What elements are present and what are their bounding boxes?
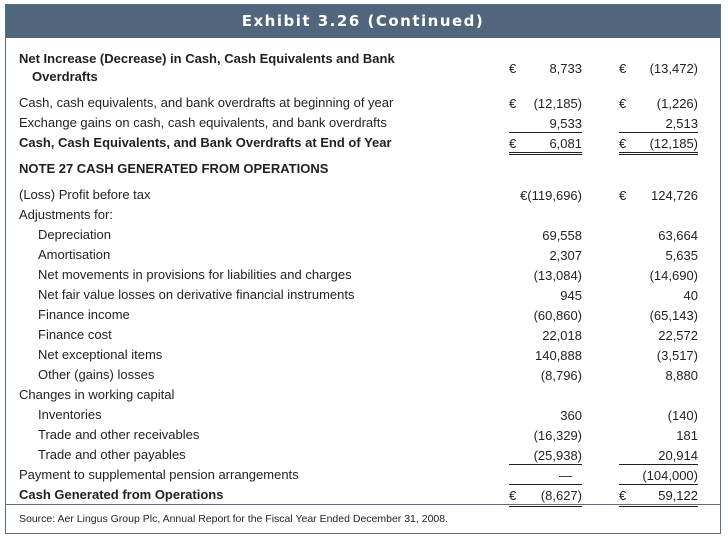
- amount: 22,018: [542, 328, 582, 343]
- row-label: Cash Generated from Operations: [19, 487, 224, 502]
- value-2008: [509, 447, 582, 465]
- amount: 140,888: [535, 348, 582, 363]
- currency-symbol: €: [619, 188, 627, 203]
- amount: 6,081: [549, 136, 582, 151]
- value-2008: [509, 60, 582, 77]
- value-2007: [619, 135, 698, 155]
- amount: €(119,696): [520, 188, 582, 203]
- row-label: Payment to supplemental pension arrangements: [19, 467, 299, 482]
- value-2008: [509, 95, 582, 112]
- amount: 22,572: [658, 328, 698, 343]
- amount: (13,472): [649, 61, 698, 76]
- row-label: Net fair value losses on derivative financial instruments: [38, 287, 355, 302]
- value-2008: [509, 267, 582, 284]
- value-2007: [619, 267, 698, 284]
- currency-symbol: €: [619, 488, 627, 503]
- value-2008: [509, 407, 582, 424]
- value-2007: [619, 347, 698, 364]
- statement-table: [6, 41, 720, 533]
- currency-symbol: €: [509, 488, 517, 503]
- exhibit-box: [5, 4, 721, 534]
- row-label: Finance cost: [38, 327, 112, 342]
- currency-symbol: €: [619, 136, 627, 151]
- amount: (60,860): [533, 308, 582, 323]
- source-note: Source: Aer Lingus Group Plc, Annual Report for the Fiscal Year Ended December 31, 2008.: [6, 504, 720, 533]
- row-label: Changes in working capital: [19, 387, 175, 402]
- amount: 360: [560, 408, 582, 423]
- amount: 945: [560, 288, 582, 303]
- value-2007: [619, 467, 698, 485]
- currency-symbol: €: [509, 96, 517, 111]
- amount: (140): [667, 408, 698, 423]
- amount: 20,914: [658, 448, 698, 463]
- amount: 59,122: [658, 488, 698, 503]
- value-2007: [619, 407, 698, 424]
- amount: (25,938): [533, 448, 582, 463]
- row-label: Net exceptional items: [38, 347, 163, 362]
- row-label: Trade and other receivables: [38, 427, 200, 442]
- row-label: Other (gains) losses: [38, 367, 155, 382]
- amount: (8,627): [540, 488, 582, 503]
- amount: 124,726: [651, 188, 698, 203]
- row-label: Cash, Cash Equivalents, and Bank Overdrafts at End of Year: [19, 135, 392, 150]
- amount: 9,533: [549, 116, 582, 131]
- value-2007: [619, 327, 698, 344]
- amount: 2,307: [549, 248, 582, 263]
- value-2008: [509, 467, 582, 485]
- value-2008: [509, 327, 582, 344]
- row-label: (Loss) Profit before tax: [19, 187, 151, 202]
- row-label-continued: Overdrafts: [32, 69, 98, 84]
- amount: (65,143): [649, 308, 698, 323]
- value-2007: [619, 95, 698, 112]
- row-label: Net Increase (Decrease) in Cash, Cash Equivalents and Bank: [19, 51, 395, 66]
- amount: (12,185): [649, 136, 698, 151]
- exhibit-title: Exhibit 3.26 (Continued): [6, 5, 720, 38]
- amount: (104,000): [642, 468, 698, 483]
- amount: 5,635: [665, 248, 698, 263]
- currency-symbol: €: [619, 96, 627, 111]
- amount: 40: [683, 288, 698, 303]
- amount: 181: [676, 428, 698, 443]
- value-2008: [509, 115, 582, 133]
- currency-symbol: €: [619, 61, 627, 76]
- amount: —: [559, 468, 572, 483]
- value-2007: [619, 427, 698, 444]
- amount: 2,513: [665, 116, 698, 131]
- value-2007: [619, 187, 698, 204]
- amount: 8,733: [549, 61, 582, 76]
- value-2007: [619, 287, 698, 304]
- amount: (16,329): [533, 428, 582, 443]
- value-2008: [509, 135, 582, 155]
- value-2008: [509, 247, 582, 264]
- currency-symbol: €: [509, 136, 517, 151]
- value-2008: [509, 287, 582, 304]
- value-2007: [619, 227, 698, 244]
- row-label: NOTE 27 CASH GENERATED FROM OPERATIONS: [19, 161, 329, 176]
- row-label: Amortisation: [38, 247, 111, 262]
- value-2008: [509, 367, 582, 384]
- row-label: Cash, cash equivalents, and bank overdrafts at beginning of year: [19, 95, 394, 110]
- value-2007: [619, 247, 698, 264]
- value-2007: [619, 367, 698, 384]
- row-label: Adjustments for:: [19, 207, 113, 222]
- amount: 8,880: [665, 368, 698, 383]
- value-2008: [509, 347, 582, 364]
- value-2008: [509, 307, 582, 324]
- amount: (3,517): [656, 348, 698, 363]
- row-label: Finance income: [38, 307, 130, 322]
- value-2007: [619, 115, 698, 133]
- value-2008: [509, 227, 582, 244]
- amount: (12,185): [533, 96, 582, 111]
- value-2007: [619, 307, 698, 324]
- row-label: Exchange gains on cash, cash equivalents, and bank overdrafts: [19, 115, 387, 130]
- amount: (13,084): [533, 268, 582, 283]
- row-label: Depreciation: [38, 227, 111, 242]
- currency-symbol: €: [509, 61, 517, 76]
- row-label: Trade and other payables: [38, 447, 186, 462]
- value-2007: [619, 447, 698, 465]
- row-label: Inventories: [38, 407, 102, 422]
- amount: (8,796): [540, 368, 582, 383]
- amount: 69,558: [542, 228, 582, 243]
- row-label: Net movements in provisions for liabilities and charges: [38, 267, 352, 282]
- value-2008: [509, 187, 582, 204]
- value-2007: [619, 60, 698, 77]
- amount: 63,664: [658, 228, 698, 243]
- amount: (14,690): [649, 268, 698, 283]
- amount: (1,226): [656, 96, 698, 111]
- value-2008: [509, 427, 582, 444]
